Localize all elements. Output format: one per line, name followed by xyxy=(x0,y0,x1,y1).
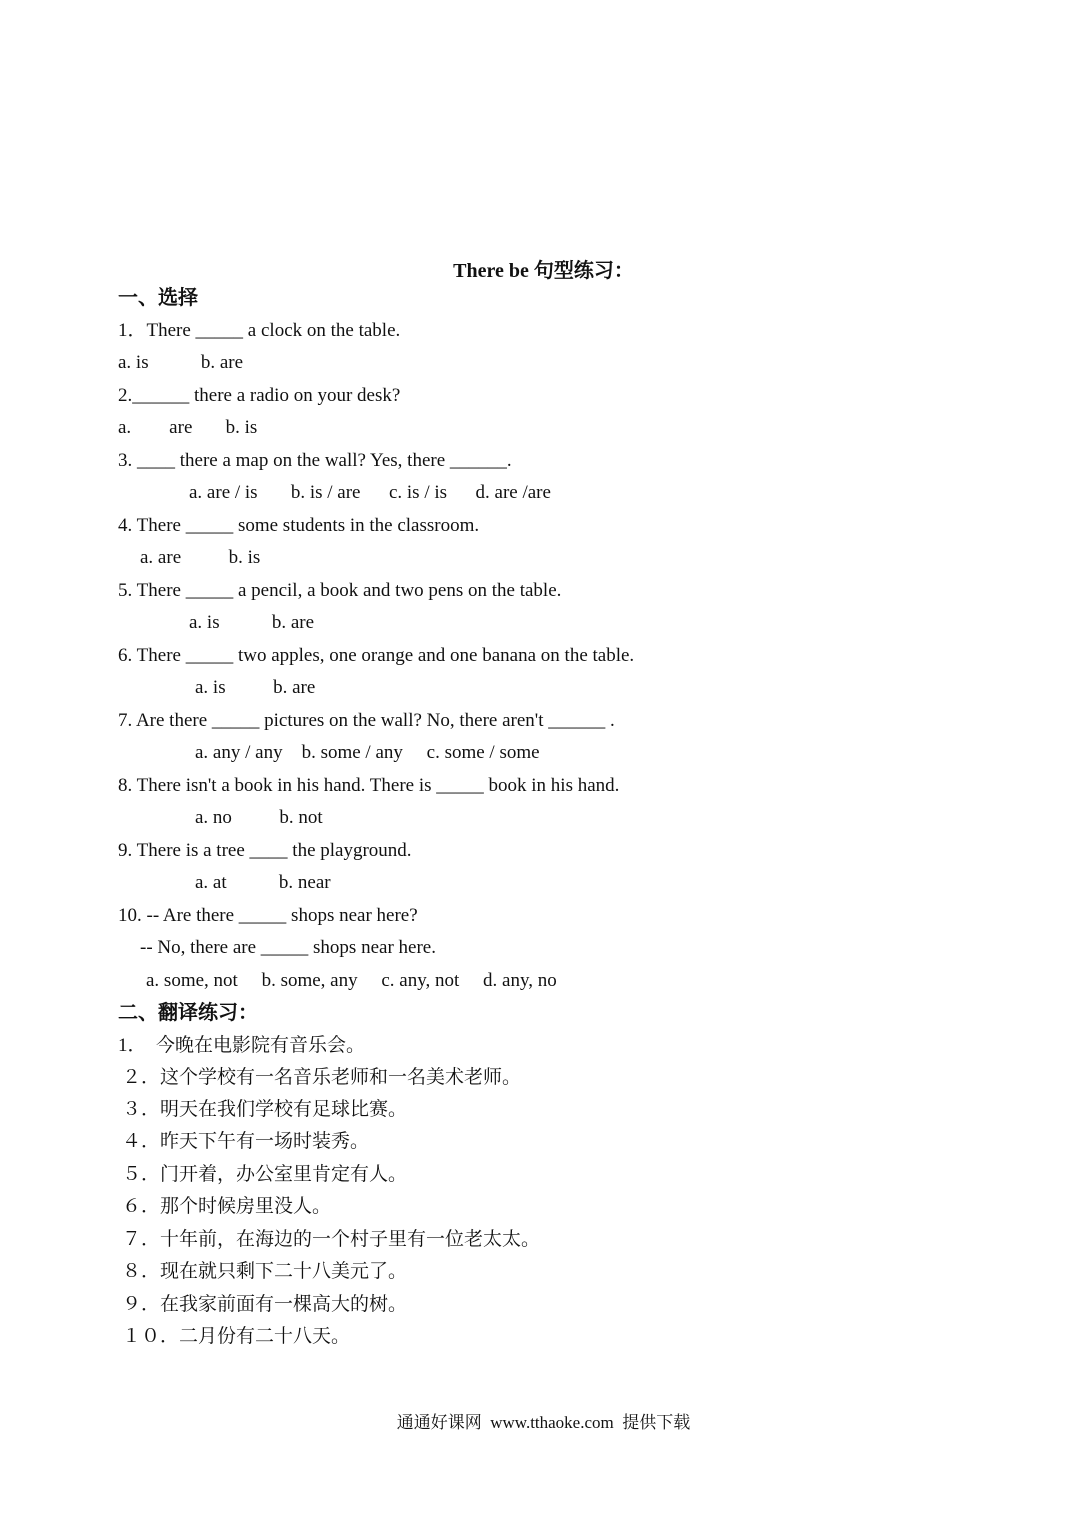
question-10: 10. -- Are there _____ shops near here? xyxy=(118,905,418,926)
question-7-options: a. any / any b. some / any c. some / some xyxy=(195,742,540,763)
translation-item-1: 1． 今晚在电影院有音乐会。 xyxy=(118,1035,366,1056)
translation-item-2: ２．这个学校有一名音乐老师和一名美术老师。 xyxy=(122,1067,522,1088)
page-footer: 通通好课网 www.tthaoke.com 提供下载 xyxy=(396,1413,691,1432)
question-5-options: a. is b. are xyxy=(189,612,315,633)
question-1: 1．There _____ a clock on the table. xyxy=(118,320,401,341)
question-8: 8. There isn't a book in his hand. There is _____ book in his hand. xyxy=(118,775,620,796)
question-9: 9. There is a tree ____ the playground. xyxy=(118,840,412,861)
section1-heading: 一、选择 xyxy=(118,287,198,309)
question-2: 2.______ there a radio on your desk? xyxy=(118,385,401,406)
question-10-reply: -- No, there are _____ shops near here. xyxy=(140,937,436,958)
question-10-options: a. some, not b. some, any c. any, not d. any, no xyxy=(146,970,557,991)
translation-item-6: ６．那个时候房里没人。 xyxy=(122,1196,332,1217)
question-3: 3. ____ there a map on the wall? Yes, there ______. xyxy=(118,450,512,471)
question-4: 4. There _____ some students in the classroom. xyxy=(118,515,480,536)
translation-item-4: ４．昨天下午有一场时装秀。 xyxy=(122,1131,370,1152)
question-9-options: a. at b. near xyxy=(195,872,331,893)
question-6-options: a. is b. are xyxy=(195,677,316,698)
question-4-options: a. are b. is xyxy=(140,547,261,568)
question-5: 5. There _____ a pencil, a book and two pens on the table. xyxy=(118,580,562,601)
section2-heading: 二、翻译练习： xyxy=(118,1002,258,1024)
translation-item-5: ５．门开着，办公室里肯定有人。 xyxy=(122,1164,408,1185)
translation-item-8: ８．现在就只剩下二十八美元了。 xyxy=(122,1261,408,1282)
question-6: 6. There _____ two apples, one orange and one banana on the table. xyxy=(118,645,635,666)
question-7: 7. Are there _____ pictures on the wall? No, there aren't ______ . xyxy=(118,710,615,731)
translation-item-7: ７．十年前，在海边的一个村子里有一位老太太。 xyxy=(122,1229,541,1250)
question-1-options: a. is b. are xyxy=(118,352,244,373)
translation-item-9: ９．在我家前面有一棵高大的树。 xyxy=(122,1294,408,1315)
question-2-options: a. are b. is xyxy=(118,417,258,438)
translation-item-3: ３．明天在我们学校有足球比赛。 xyxy=(122,1099,408,1120)
page-title: There be 句型练习： xyxy=(453,260,634,282)
question-3-options: a. are / is b. is / are c. is / is d. are /are xyxy=(189,482,551,503)
translation-item-10: １０．二月份有二十八天。 xyxy=(122,1326,351,1347)
question-8-options: a. no b. not xyxy=(195,807,323,828)
